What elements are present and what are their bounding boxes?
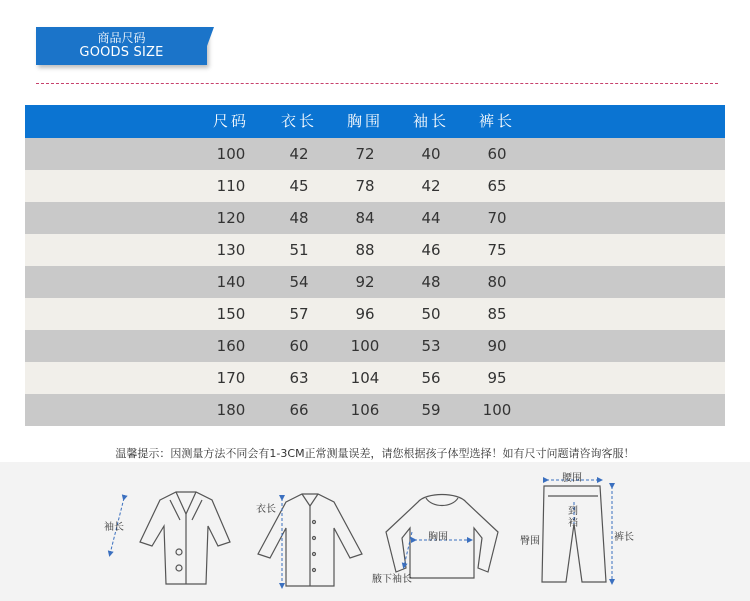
cell-pants: 65	[487, 177, 507, 195]
cell-sleeve: 50	[421, 305, 441, 323]
table-row	[25, 266, 725, 298]
col-header-pants: 裤长	[478, 112, 515, 130]
cell-chest: 104	[350, 369, 380, 387]
cell-sleeve: 40	[421, 145, 441, 163]
pants-icon	[542, 486, 606, 582]
label-sleeve: 袖长	[104, 522, 124, 533]
cell-size: 120	[216, 209, 246, 227]
cell-pants: 60	[487, 145, 507, 163]
cell-length: 45	[289, 177, 309, 195]
cell-length: 54	[289, 273, 309, 291]
col-header-length: 衣长	[280, 112, 317, 130]
cell-chest: 92	[355, 273, 375, 291]
table-row	[25, 298, 725, 330]
label-pants-length: 裤长	[614, 532, 634, 543]
badge-title-en: GOODS SIZE	[79, 45, 164, 60]
cell-pants: 80	[487, 273, 507, 291]
cell-length: 60	[289, 337, 309, 355]
cell-size: 100	[216, 145, 246, 163]
goods-size-badge	[36, 27, 207, 65]
label-hip: 臀围	[520, 536, 540, 547]
col-header-size: 尺码	[212, 112, 249, 130]
label-crotch-bottom: 裆	[568, 518, 578, 529]
measurement-illustrations	[0, 462, 750, 601]
jacket-icon	[140, 492, 230, 584]
table-row	[25, 394, 725, 426]
badge-title-cn: 商品尺码	[97, 31, 146, 45]
table-row	[25, 330, 725, 362]
cell-length: 57	[289, 305, 309, 323]
size-table	[25, 105, 725, 426]
cell-chest: 84	[355, 209, 375, 227]
cell-length: 42	[289, 145, 309, 163]
cell-size: 110	[216, 177, 246, 195]
cell-length: 66	[289, 401, 309, 419]
size-table-header	[25, 105, 725, 138]
cell-chest: 100	[350, 337, 380, 355]
cell-pants: 90	[487, 337, 507, 355]
col-header-chest: 胸围	[346, 112, 383, 130]
cell-chest: 96	[355, 305, 375, 323]
col-header-sleeve: 袖长	[412, 112, 449, 130]
cell-size: 180	[216, 401, 246, 419]
cell-sleeve: 46	[421, 241, 441, 259]
table-row	[25, 362, 725, 394]
cell-sleeve: 42	[421, 177, 441, 195]
cell-pants: 70	[487, 209, 507, 227]
cell-size: 170	[216, 369, 246, 387]
table-row	[25, 138, 725, 170]
table-row	[25, 170, 725, 202]
cell-chest: 72	[355, 145, 375, 163]
label-chest: 胸围	[428, 532, 448, 543]
label-length: 衣长	[256, 504, 276, 515]
measurement-tip: 温馨提示：因测量方法不同会有1-3CM正常测量误差，请您根据孩子体型选择！如有尺寸问题请咨询客服！	[115, 447, 635, 460]
cell-pants: 95	[487, 369, 507, 387]
cell-pants: 75	[487, 241, 507, 259]
cell-sleeve: 53	[421, 337, 441, 355]
table-row	[25, 202, 725, 234]
label-waist: 腰围	[562, 473, 582, 484]
cell-chest: 88	[355, 241, 375, 259]
cell-length: 51	[289, 241, 309, 259]
label-crotch-top: 到	[568, 506, 578, 517]
cell-sleeve: 48	[421, 273, 441, 291]
cell-length: 63	[289, 369, 309, 387]
table-row	[25, 234, 725, 266]
cell-length: 48	[289, 209, 309, 227]
label-underarm-sleeve: 腋下袖长	[372, 574, 412, 585]
cell-chest: 78	[355, 177, 375, 195]
cell-chest: 106	[350, 401, 380, 419]
cell-sleeve: 59	[421, 401, 441, 419]
cell-size: 160	[216, 337, 246, 355]
cell-pants: 100	[482, 401, 512, 419]
cell-sleeve: 56	[421, 369, 441, 387]
cell-size: 130	[216, 241, 246, 259]
badge-fold	[200, 27, 214, 65]
cell-size: 150	[216, 305, 246, 323]
dashed-divider	[36, 83, 718, 84]
cell-size: 140	[216, 273, 246, 291]
cell-pants: 85	[487, 305, 507, 323]
cell-sleeve: 44	[421, 209, 441, 227]
